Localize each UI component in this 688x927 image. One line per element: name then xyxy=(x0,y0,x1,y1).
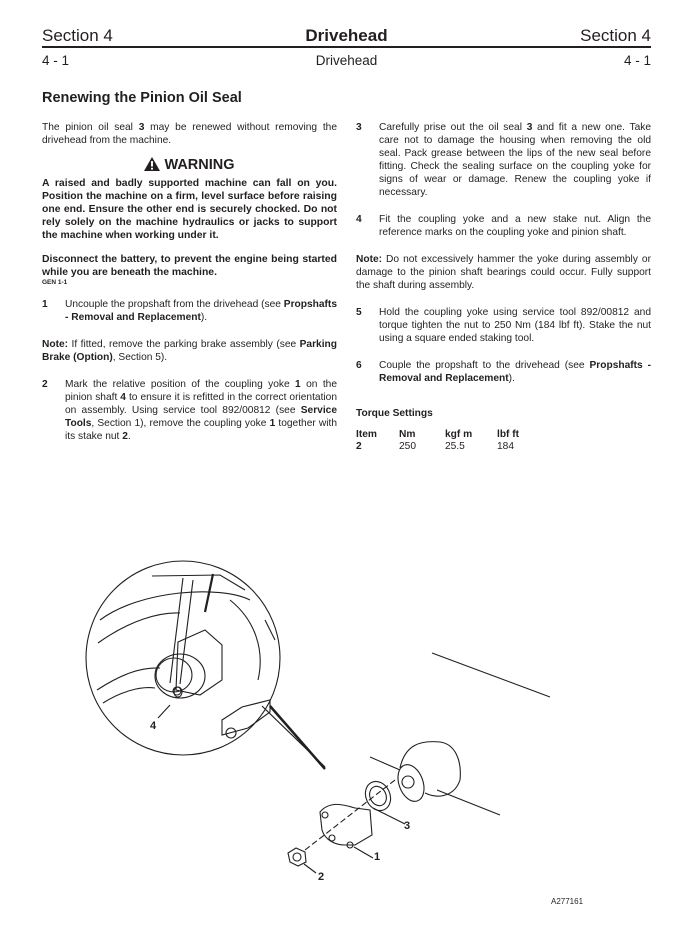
warning-text-2: Disconnect the battery, to prevent the engine being started while you are beneath the machine. xyxy=(42,254,337,278)
col-header: Nm xyxy=(399,429,416,440)
ref: 1 xyxy=(295,379,301,390)
left-column xyxy=(42,121,337,443)
ref: 2 xyxy=(122,431,128,442)
cross-reference: Parking Brake (Option) xyxy=(42,339,337,363)
note-2 xyxy=(356,253,651,292)
callout-1: 1 xyxy=(374,851,381,863)
right-column xyxy=(356,121,651,453)
step-4 xyxy=(356,213,651,239)
warning-text-1: A raised and badly supported machine can fall on you. Position the machine on a firm, level surface before raising one end. Ensure the other end is securely chocked. Do not rely solely on the machine hydraulics or jacks to support the machine when working under it. xyxy=(42,178,337,241)
step-number: 3 xyxy=(356,122,362,133)
text: on the pinion shaft xyxy=(65,379,338,403)
text: Uncouple the propshaft from the drivehead (see xyxy=(65,299,284,310)
page-number-right: 4 - 1 xyxy=(623,53,651,68)
step-number: 1 xyxy=(42,299,48,310)
intro-ref: 3 xyxy=(138,122,145,133)
table-header-row xyxy=(356,429,519,441)
page-title: Renewing the Pinion Oil Seal xyxy=(42,90,242,106)
text: Do not excessively hammer the yoke during assembly or damage to the pinion shaft bearings could occur. Fully support the shaft during assembly. xyxy=(356,254,651,291)
step-number: 4 xyxy=(356,214,362,225)
text: , Section 5). xyxy=(112,352,168,363)
step-text xyxy=(65,298,337,324)
table-cell: 2 xyxy=(356,441,362,452)
note-1 xyxy=(42,338,337,364)
step-text: Fit the coupling yoke and a new stake nut. Align the reference marks on the coupling yoke and pinion shaft. xyxy=(379,214,651,238)
cross-reference: Propshafts - Removal and Replacement xyxy=(379,360,651,384)
step-number: 5 xyxy=(356,307,362,318)
text: together with its stake nut xyxy=(65,418,337,442)
cross-reference: Propshafts - Removal and Replacement xyxy=(65,299,337,323)
step-text xyxy=(379,359,651,385)
col-header: kgf m xyxy=(445,429,473,440)
warning-heading xyxy=(42,157,337,173)
callout-3: 3 xyxy=(404,820,411,832)
warning-triangle-icon xyxy=(144,157,160,171)
page-header xyxy=(42,26,651,48)
table-cell: 250 xyxy=(399,441,416,452)
page-subheader xyxy=(42,53,651,69)
text: ). xyxy=(200,312,208,323)
col-header: lbf ft xyxy=(497,429,520,440)
text: Couple the propshaft to the drivehead (see xyxy=(379,360,590,371)
torque-table xyxy=(356,429,519,453)
note-label: Note: xyxy=(356,254,383,265)
step-number: 6 xyxy=(356,360,362,371)
text: , Section 1), remove the coupling yoke xyxy=(91,418,270,429)
cross-reference: Service Tools xyxy=(65,405,337,429)
col-header: Item xyxy=(356,429,377,440)
ref: 4 xyxy=(120,392,126,403)
step-1 xyxy=(42,298,337,324)
step-text xyxy=(65,378,337,443)
step-text: Hold the coupling yoke using service tool 892/00812 and torque tighten the nut to 250 Nm (184 lbf ft). Stake the nut using a square ended staking tool. xyxy=(379,307,651,344)
figure-id: A277161 xyxy=(551,897,584,906)
ref: 1 xyxy=(269,418,276,429)
note-label: Note: xyxy=(42,339,69,350)
intro-text-end: may be renewed without removing the drivehead from the machine. xyxy=(42,122,338,146)
table-row xyxy=(356,441,519,453)
header-title: Drivehead xyxy=(305,26,388,45)
subheader-title: Drivehead xyxy=(315,53,378,68)
text: ). xyxy=(508,373,515,384)
intro-text: The pinion oil seal xyxy=(42,122,139,133)
step-3 xyxy=(356,121,651,199)
page-number-left: 4 - 1 xyxy=(42,53,70,68)
torque-settings-title: Torque Settings xyxy=(356,408,433,419)
warning-label: WARNING xyxy=(164,157,235,173)
step-5 xyxy=(356,306,651,345)
header-section-right: Section 4 xyxy=(580,26,651,45)
intro-paragraph xyxy=(42,121,337,147)
callout-2: 2 xyxy=(318,871,325,883)
step-2 xyxy=(42,378,337,443)
text: to ensure it is refitted in the correct orientation on assembly. Using service tool 892/00812 (see xyxy=(65,392,338,416)
table-cell: 25.5 xyxy=(445,441,465,452)
header-section-left: Section 4 xyxy=(42,26,113,45)
step-6 xyxy=(356,359,651,385)
text: . xyxy=(127,431,131,442)
warning-code: GEN 1-1 xyxy=(42,279,68,286)
table-cell: 184 xyxy=(497,441,514,452)
callout-4: 4 xyxy=(150,720,157,732)
exploded-diagram xyxy=(0,520,688,920)
ref: 3 xyxy=(526,122,533,133)
text: and fit a new one. Take care not to damage the housing when removing the old seal. Pack grease between the lips of the new seal before fitting. Check the sealing surface on the coupling yoke for signs of wear or damage. Renew the coupling yoke if necessary. xyxy=(379,122,651,198)
text: Mark the relative position of the coupling yoke xyxy=(65,379,296,390)
step-number: 2 xyxy=(42,379,48,390)
text: Carefully prise out the oil seal xyxy=(379,122,527,133)
text: If fitted, remove the parking brake assembly (see xyxy=(68,339,300,350)
step-text xyxy=(379,121,651,199)
